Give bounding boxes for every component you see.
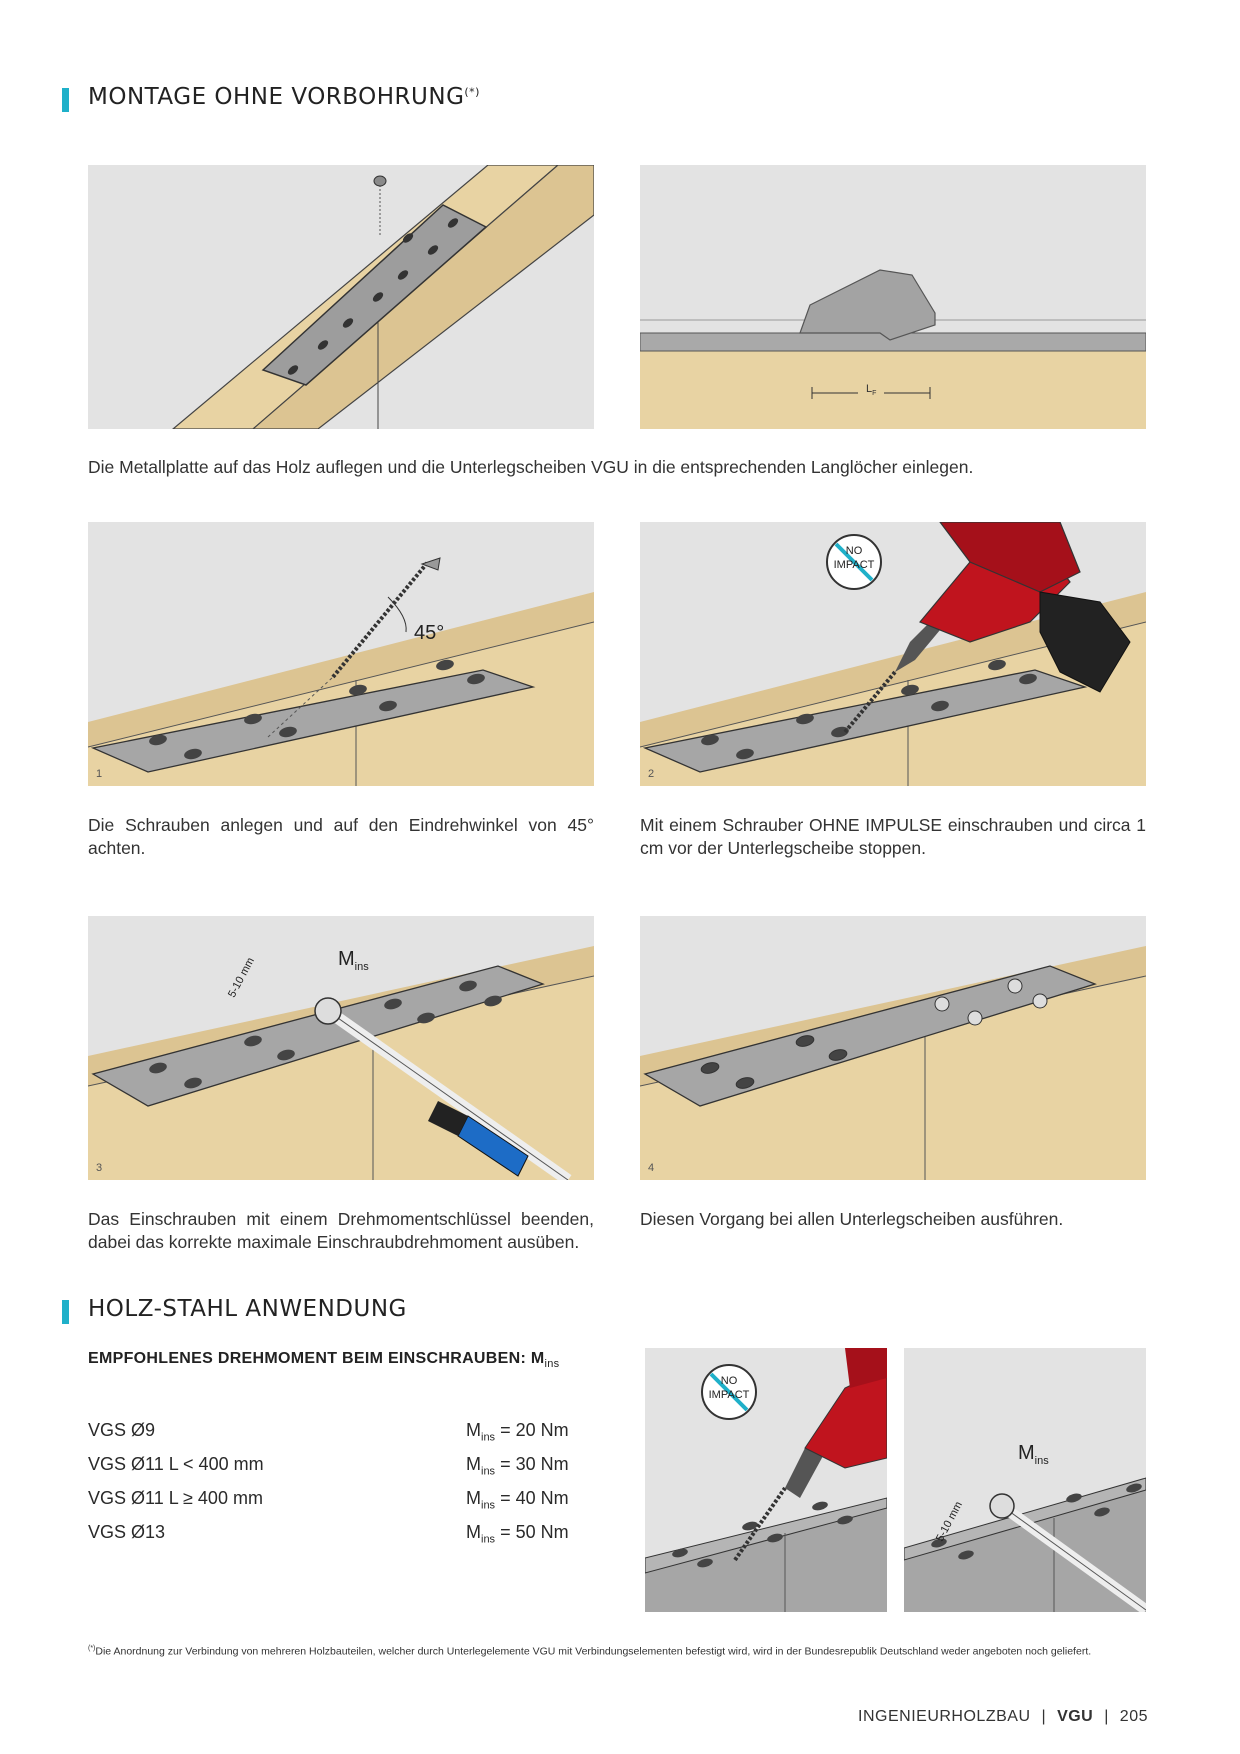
mins-label-step-3-m: M	[338, 948, 355, 970]
footnote-mark: (*)	[88, 1645, 96, 1652]
section-title-2: HOLZ-STAHL ANWENDUNG	[88, 1296, 407, 1322]
section-title-sup: (*)	[464, 85, 480, 99]
row-value-text: = 30 Nm	[500, 1454, 569, 1474]
lf-label	[866, 383, 876, 397]
no-impact-line-1: NO	[720, 1375, 738, 1387]
lf-label-sub: F	[872, 390, 877, 398]
lf-label-text: L	[866, 383, 873, 395]
no-impact-line-1: NO	[845, 545, 863, 557]
page-number: 205	[1119, 1708, 1148, 1725]
no-impact-label	[824, 544, 884, 572]
footnote	[88, 1642, 1148, 1659]
angle-label: 45°	[414, 622, 445, 644]
torque-subtitle-text: EMPFOHLENES DREHMOMENT BEIM EINSCHRAUBEN: M	[88, 1350, 545, 1367]
row-value-text: = 20 Nm	[500, 1420, 569, 1440]
section-title	[88, 84, 480, 110]
row-label: VGS Ø9	[88, 1420, 156, 1440]
range-label-2: 5-10 mm	[934, 1499, 965, 1544]
figure-step-4	[640, 916, 1146, 1180]
row-label: VGS Ø11 L < 400 mm	[88, 1454, 264, 1474]
table-row	[88, 1522, 580, 1552]
figure-wood-steel-wrench	[904, 1348, 1146, 1612]
no-impact-line-2: IMPACT	[833, 559, 875, 571]
figure-step-1	[88, 522, 594, 786]
row-value-text: = 40 Nm	[500, 1488, 569, 1508]
section-marker	[62, 88, 69, 112]
page-footer: INGENIEURHOLZBAU | VGU | 205	[858, 1708, 1148, 1725]
row-label: VGS Ø11 L ≥ 400 mm	[88, 1488, 263, 1508]
row-sub: ins	[481, 1431, 496, 1444]
row-m: M	[466, 1522, 481, 1542]
torque-subtitle	[88, 1350, 559, 1370]
mins-label-2-m: M	[1018, 1442, 1035, 1464]
footnote-text: Die Anordnung zur Verbindung von mehreren Holzbauteilen, welcher durch Unterlegelemente VGU mit Verbindungselementen befestigt wird, wird in der Bundesrepublik Deutschland weder angeboten noch geliefert.	[95, 1645, 1092, 1658]
step-number-3: 3	[96, 1162, 103, 1174]
step-number-4: 4	[648, 1162, 655, 1174]
row-m: M	[466, 1420, 481, 1440]
row-sub: ins	[481, 1465, 496, 1478]
figure-plate-on-wood	[88, 165, 594, 429]
mins-label-2-sub: ins	[1034, 1455, 1049, 1467]
row-sub: ins	[481, 1499, 496, 1512]
row-m: M	[466, 1454, 481, 1474]
row-value	[466, 1454, 569, 1478]
mins-label-step-3-sub: ins	[354, 961, 369, 973]
row-label: VGS Ø13	[88, 1522, 166, 1542]
caption-step-1: Die Schrauben anlegen und auf den Eindrehwinkel von 45° achten.	[88, 815, 594, 858]
no-impact-label-2	[699, 1374, 759, 1402]
caption-intro: Die Metallplatte auf das Holz auflegen und die Unterlegscheiben VGU in die entsprechenden Langlöcher einlegen.	[88, 457, 974, 477]
caption-step-4: Diesen Vorgang bei allen Unterlegscheiben ausführen.	[640, 1209, 1064, 1229]
footer-section: INGENIEURHOLZBAU	[858, 1708, 1031, 1725]
figure-step-2	[640, 522, 1146, 786]
no-impact-line-2: IMPACT	[708, 1389, 750, 1401]
row-value	[466, 1488, 569, 1512]
row-sub: ins	[481, 1533, 496, 1546]
torque-subtitle-sub: ins	[544, 1358, 560, 1371]
caption-step-2: Mit einem Schrauber OHNE IMPULSE einschrauben und circa 1 cm vor der Unterlegscheibe stoppen.	[640, 815, 1146, 858]
mins-label-step-3	[338, 948, 369, 973]
row-value	[466, 1522, 569, 1546]
figure-step-3	[88, 916, 594, 1180]
step-number-2: 2	[648, 768, 655, 780]
section-marker-2	[62, 1300, 69, 1324]
range-label-step-3: 5-10 mm	[226, 955, 257, 1000]
mins-label-2	[1018, 1442, 1049, 1467]
figure-wood-steel-drill	[645, 1348, 887, 1612]
table-row	[88, 1454, 580, 1484]
row-value	[466, 1420, 569, 1444]
footer-brand: VGU	[1057, 1708, 1094, 1725]
table-row	[88, 1488, 580, 1518]
row-m: M	[466, 1488, 481, 1508]
section-title-text: MONTAGE OHNE VORBOHRUNG	[88, 84, 465, 110]
figure-washer-section	[640, 165, 1146, 429]
caption-step-3: Das Einschrauben mit einem Drehmomentschlüssel beenden, dabei das korrekte maximale Einschraubdrehmoment ausüben.	[88, 1209, 594, 1252]
row-value-text: = 50 Nm	[500, 1522, 569, 1542]
step-number-1: 1	[96, 768, 103, 780]
table-row	[88, 1420, 580, 1450]
